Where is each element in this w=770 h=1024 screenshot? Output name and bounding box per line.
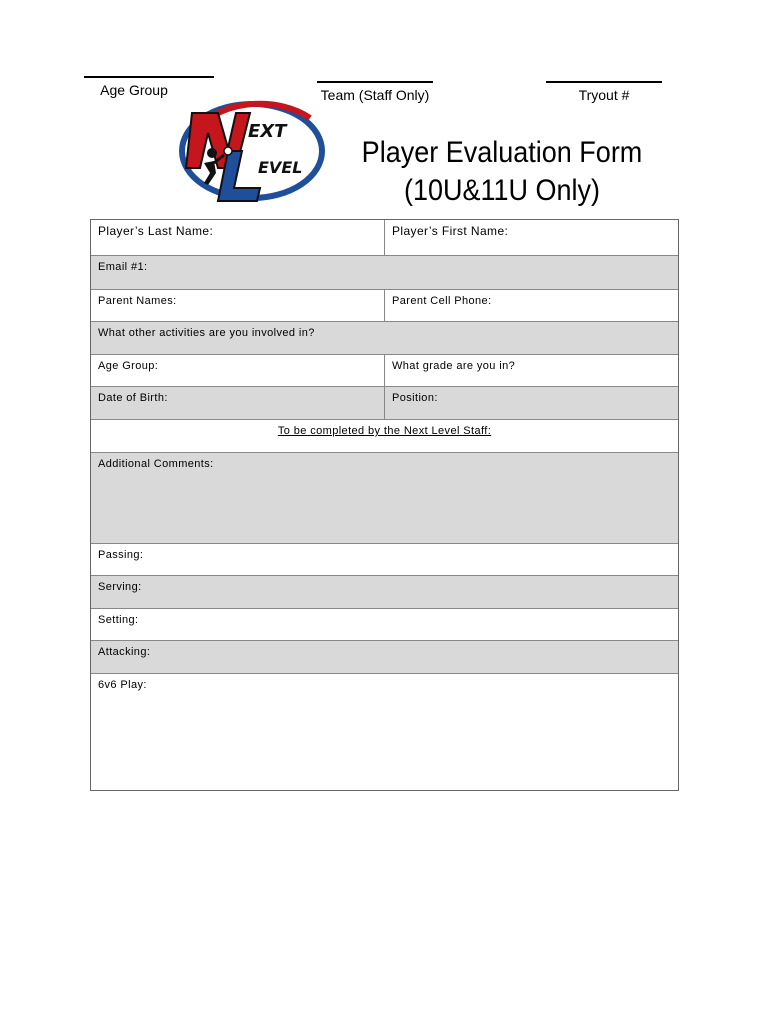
team-line	[317, 81, 433, 83]
age-group-line	[84, 76, 214, 78]
six-v-six-row	[91, 673, 678, 790]
svg-text:EXT: EXT	[248, 121, 287, 142]
comments-row	[91, 452, 678, 543]
serving-row	[91, 575, 678, 608]
age-grade-row	[91, 354, 678, 386]
passing-row	[91, 543, 678, 575]
title-line-1: Player Evaluation Form	[361, 136, 643, 169]
parent-cell-field[interactable]: Parent Cell Phone:	[392, 295, 492, 307]
team-header-label: Team (Staff Only)	[320, 87, 430, 103]
setting-row	[91, 608, 678, 640]
tryout-field	[546, 81, 662, 103]
email-field[interactable]: Email #1:	[98, 261, 148, 273]
age-group-header-label: Age Group	[100, 82, 168, 98]
passing-field[interactable]: Passing:	[98, 549, 144, 561]
six-v-six-field[interactable]: 6v6 Play:	[98, 679, 147, 691]
email-row	[91, 255, 678, 289]
first-name-field[interactable]: Player’s First Name:	[392, 224, 509, 238]
position-field[interactable]: Position:	[392, 392, 438, 404]
last-name-field[interactable]: Player’s Last Name:	[91, 220, 385, 255]
tryout-header-label: Tryout #	[578, 87, 630, 103]
staff-note: To be completed by the Next Level Staff:	[277, 425, 492, 437]
staff-note-row	[91, 419, 678, 452]
form-title	[358, 134, 646, 210]
setting-field[interactable]: Setting:	[98, 614, 139, 626]
title-line-2: (10U&11U Only)	[403, 174, 601, 207]
comments-field[interactable]: Additional Comments:	[98, 458, 214, 470]
name-row	[91, 220, 678, 255]
activities-field[interactable]: What other activities are you involved in?	[98, 327, 315, 339]
grade-field[interactable]: What grade are you in?	[392, 360, 516, 372]
parent-row	[91, 289, 678, 321]
team-field	[317, 81, 433, 103]
dob-field[interactable]: Date of Birth:	[91, 387, 385, 419]
parent-names-field[interactable]: Parent Names:	[91, 290, 385, 321]
evaluation-form	[90, 219, 679, 791]
attacking-row	[91, 640, 678, 673]
tryout-line	[546, 81, 662, 83]
attacking-field[interactable]: Attacking:	[98, 646, 151, 658]
svg-text:EVEL: EVEL	[258, 158, 303, 177]
activities-row	[91, 321, 678, 354]
next-level-logo	[170, 93, 330, 208]
serving-field[interactable]: Serving:	[98, 581, 142, 593]
age-group-field-input[interactable]: Age Group:	[91, 355, 385, 386]
dob-position-row	[91, 386, 678, 419]
